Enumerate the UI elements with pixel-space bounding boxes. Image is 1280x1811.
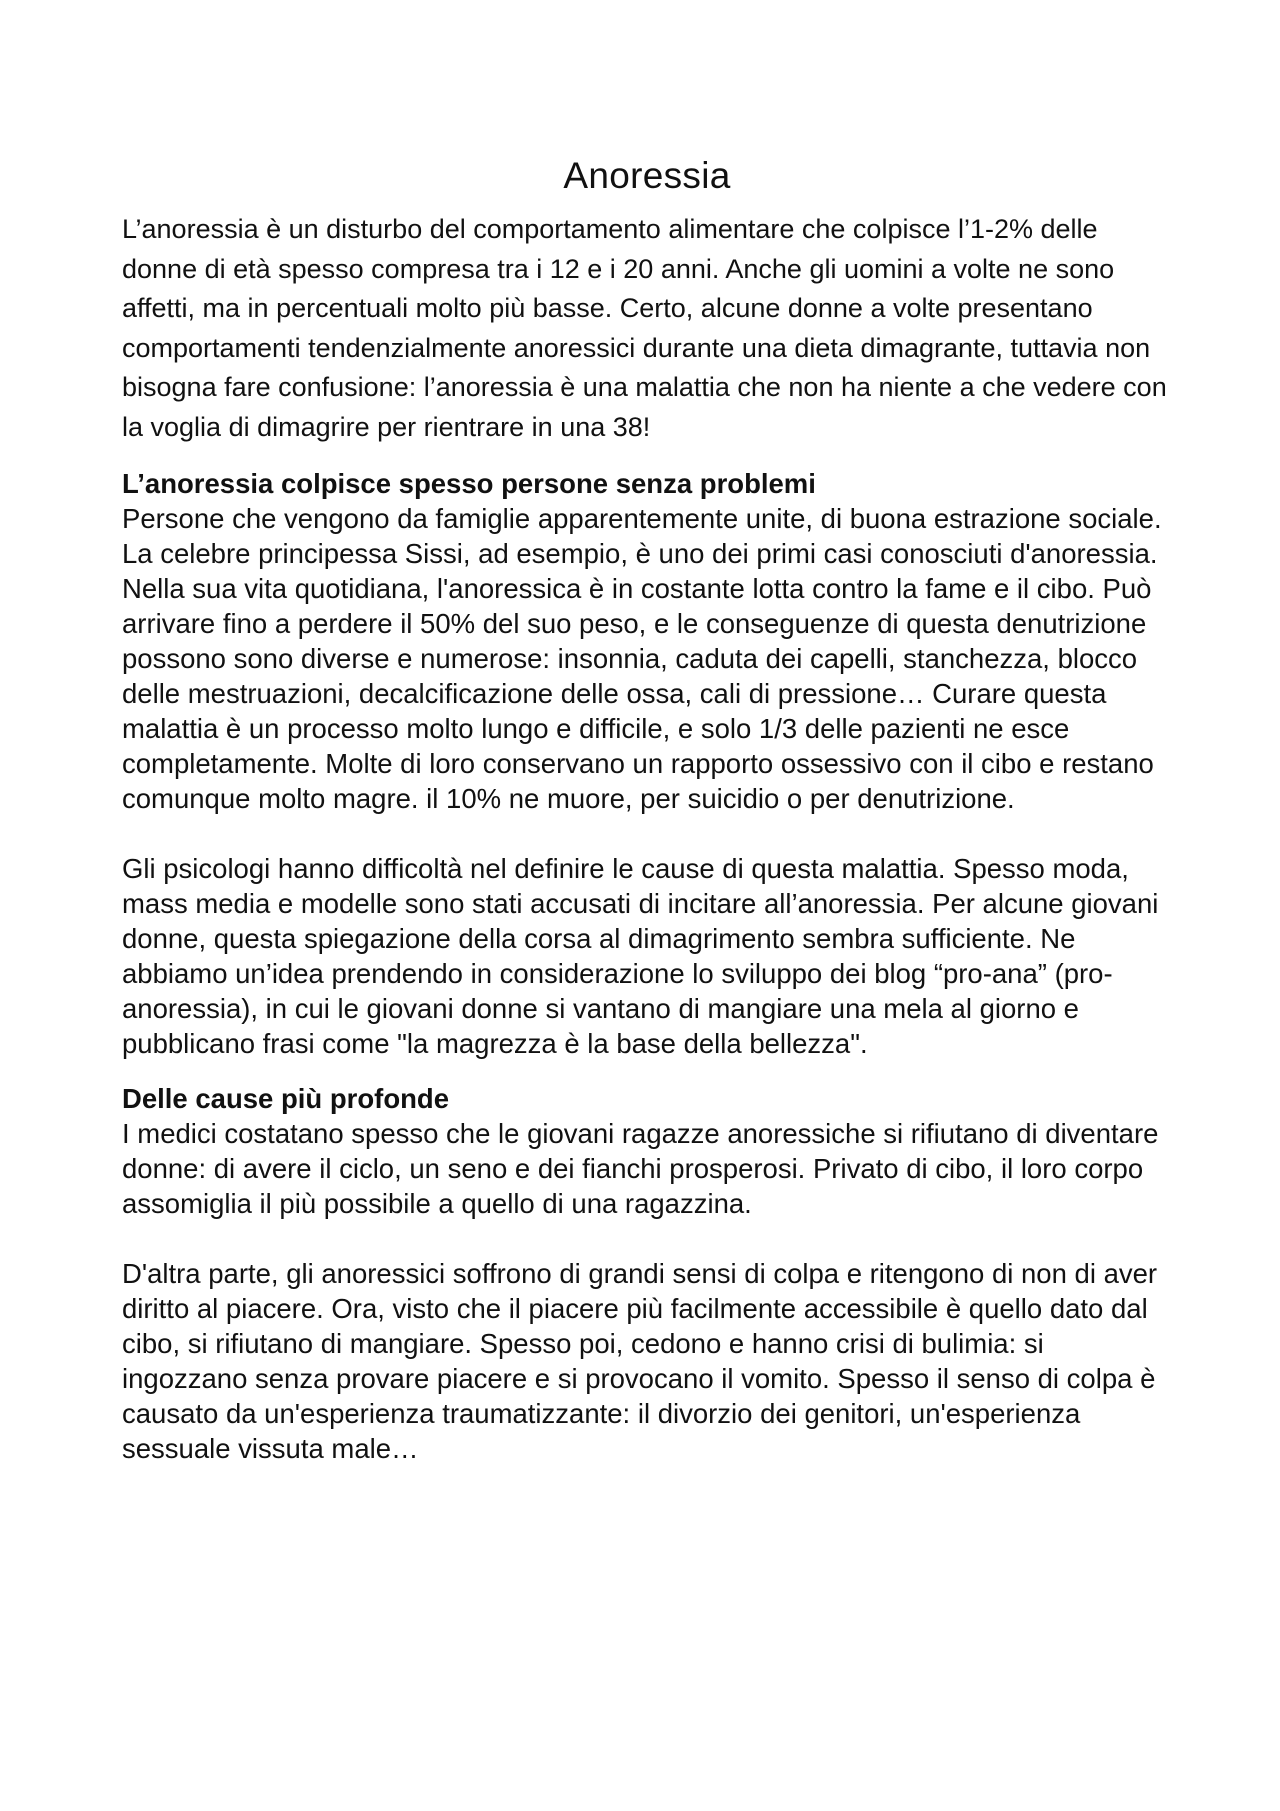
section1-paragraph-2: Gli psicologi hanno difficoltà nel definire le cause di questa malattia. Spesso moda, mass media e modelle sono stati accusati di incitare all’anoressia. Per alcune giovani donne, questa spiegazione della corsa al dimagrimento sembra sufficiente. Ne abbiamo un’idea prendendo in considerazione lo sviluppo dei blog “pro-ana” (pro-anoressia), in cui le giovani donne si vantano di mangiare una mela al giorno e pubblicano frasi come "la magrezza è la base della bellezza".	[122, 853, 1159, 1059]
section-heading-1: L’anoressia colpisce spesso persone senza problemi	[122, 468, 816, 499]
section2-paragraph-2: D'altra parte, gli anoressici soffrono di grandi sensi di colpa e ritengono di non di aver diritto al piacere. Ora, visto che il piacere più facilmente accessibile è quello dato dal cibo, si rifiutano di mangiare. Spesso poi, cedono e hanno crisi di bulimia: si ingozzano senza provare piacere e si provocano il vomito. Spesso il senso di colpa è causato da un'esperienza traumatizzante: il divorzio dei genitori, un'esperienza sessuale vissuta male…	[122, 1258, 1158, 1464]
section-heading-2: Delle cause più profonde	[122, 1083, 450, 1114]
document-title: Anoressia	[563, 155, 731, 196]
intro-paragraph: L’anoressia è un disturbo del comportamento alimentare che colpisce l’1-2% delle donne di età spesso compresa tra i 12 e i 20 anni. Anche gli uomini a volte ne sono affetti, ma in percentuali molto più basse. Certo, alcune donne a volte presentano comportamenti tendenzialmente anoressici durante una dieta dimagrante, tuttavia non bisogna fare confusione: l’anoressia è una malattia che non ha niente a che vedere con la voglia di dimagrire per rientrare in una 38!	[122, 214, 1167, 442]
section1-paragraph-1: Persone che vengono da famiglie apparentemente unite, di buona estrazione sociale. La celebre principessa Sissi, ad esempio, è uno dei primi casi conosciuti d'anoressia. Nella sua vita quotidiana, l'anoressica è in costante lotta contro la fame e il cibo. Può arrivare fino a perdere il 50% del suo peso, e le conseguenze di questa denutrizione possono sono diverse e numerose: insonnia, caduta dei capelli, stanchezza, blocco delle mestruazioni, decalcificazione delle ossa, cali di pressione… Curare questa malattia è un processo molto lungo e difficile, e solo 1/3 delle pazienti ne esce completamente. Molte di loro conservano un rapporto ossessivo con il cibo e restano comunque molto magre. il 10% ne muore, per suicidio o per denutrizione.	[122, 503, 1162, 814]
document-page	[122, 152, 1172, 1466]
section2-paragraph-1: I medici costatano spesso che le giovani ragazze anoressiche si rifiutano di diventare donne: di avere il ciclo, un seno e dei fianchi prosperosi. Privato di cibo, il loro corpo assomiglia il più possibile a quello di una ragazzina.	[122, 1118, 1159, 1219]
